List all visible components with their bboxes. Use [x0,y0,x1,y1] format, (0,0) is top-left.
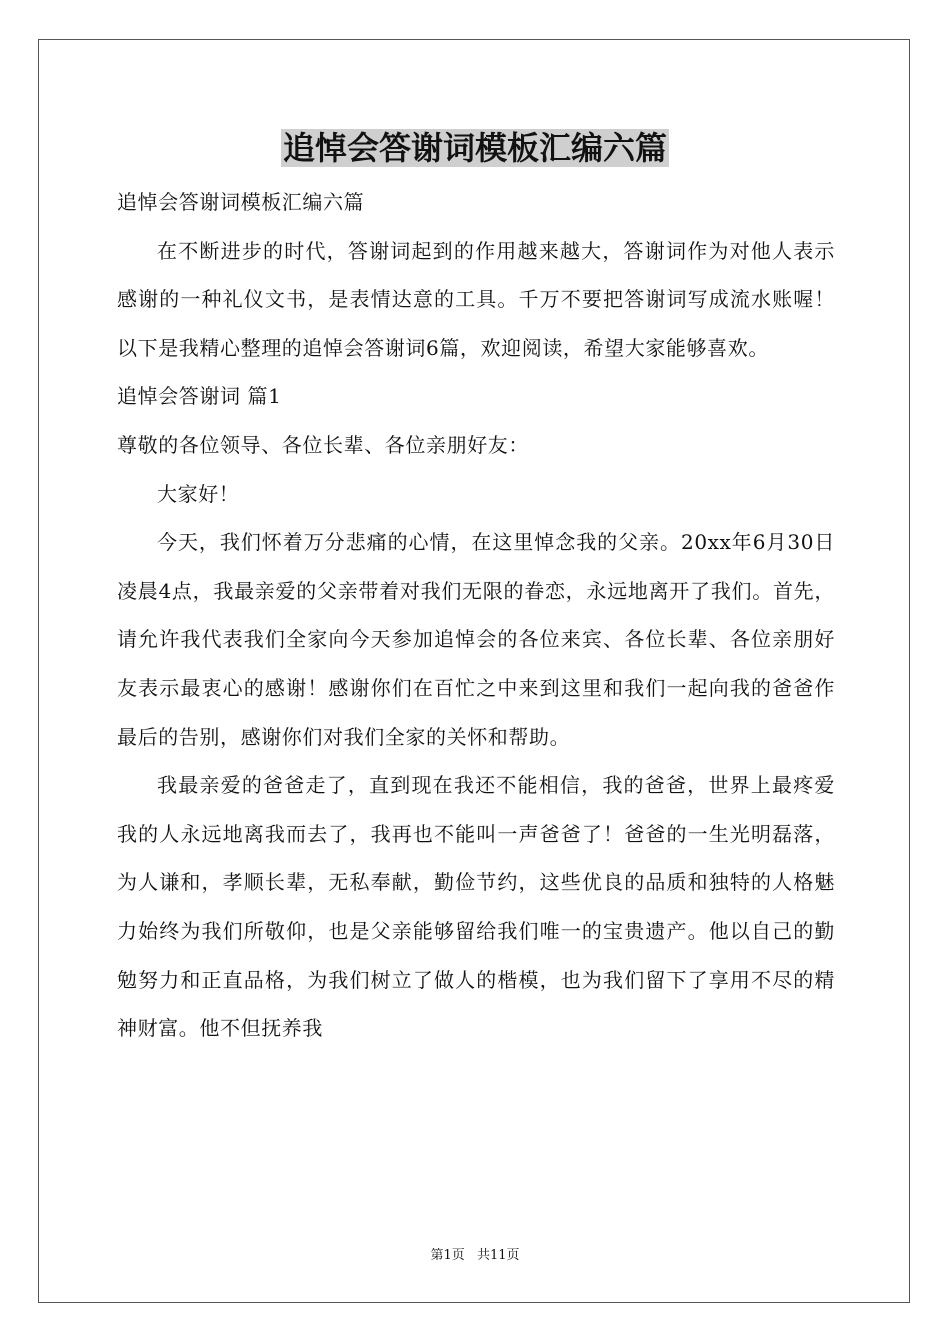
page-number: 第1页 [430,1248,465,1263]
greeting: 大家好！ [157,481,240,506]
paragraph-intro: 在不断进步的时代，答谢词起到的作用越来越大，答谢词作为对他人表示感谢的一种礼仪文书，是表情达意的工具。千万不要把答谢词写成流水账喔！以下是我精心整理的追悼会答谢词6篇，欢迎阅读，希望大家能够喜欢。 [117,238,835,360]
salutation: 尊敬的各位领导、各位长辈、各位亲朋好友： [117,432,529,457]
page-total: 共11页 [476,1248,520,1263]
page-footer [0,1246,950,1266]
paragraph-body-1: 今天，我们怀着万分悲痛的心情，在这里悼念我的父亲。20xx年6月30日凌晨4点，我最亲爱的父亲带着对我们无限的眷恋，永远地离开了我们。首先，请允许我代表我们全家向今天参加追悼会的各位来宾、各位长辈、各位亲朋好友表示最衷心的感谢！感谢你们在百忙之中来到这里和我们一起向我的爸爸作最后的告别，感谢你们对我们全家的关怀和帮助。 [117,530,835,749]
section-heading: 追悼会答谢词 篇1 [117,384,282,409]
document-title [0,124,950,172]
paragraph-subtitle: 追悼会答谢词模板汇编六篇 [117,190,365,214]
document-title-text: 追悼会答谢词模板汇编六篇 [282,129,667,167]
document-body [117,178,835,1053]
paragraph-body-2: 我最亲爱的爸爸走了，直到现在我还不能相信，我的爸爸，世界上最疼爱我的人永远地离我而去了，我再也不能叫一声爸爸了！爸爸的一生光明磊落，为人谦和，孝顺长辈，无私奉献，勤俭节约，这些优良的品质和独特的人格魅力始终为我们所敬仰，也是父亲能够留给我们唯一的宝贵遗产。他以自己的勤勉努力和正直品格，为我们树立了做人的楷模，也为我们留下了享用不尽的精神财富。他不但抚养我 [117,773,835,1041]
